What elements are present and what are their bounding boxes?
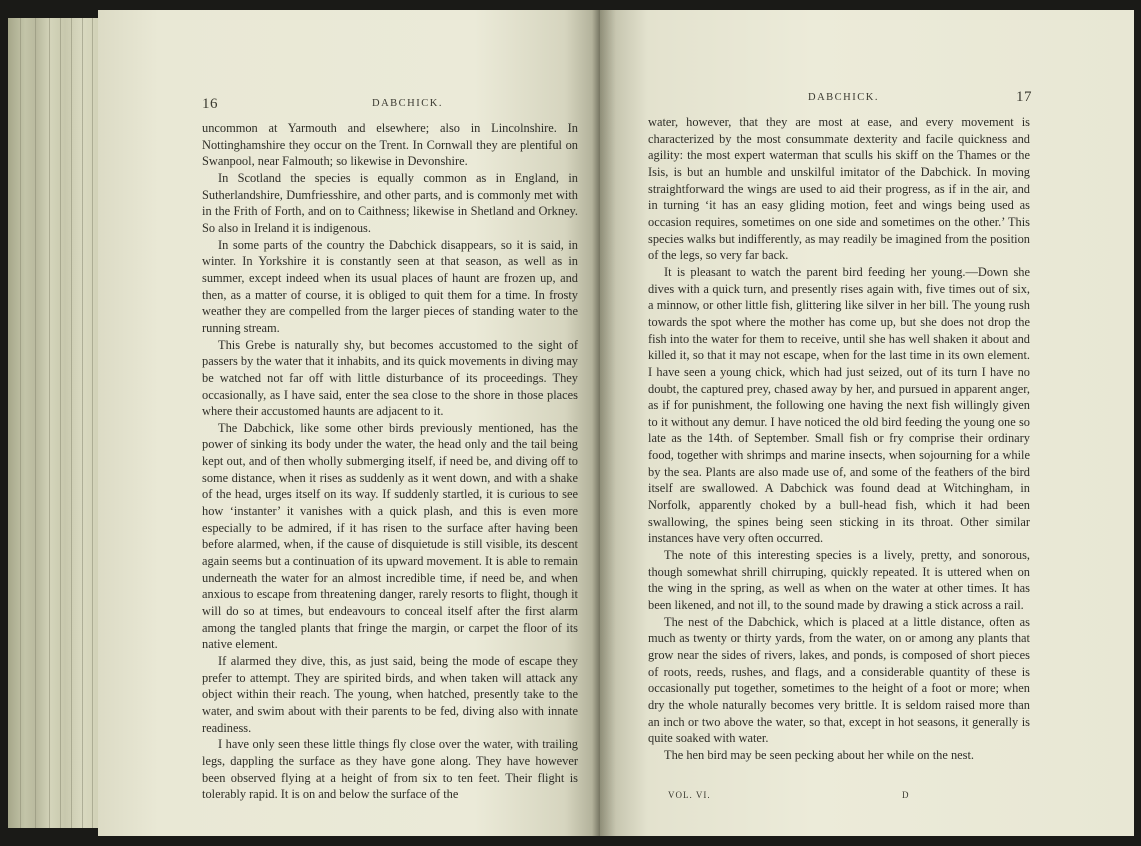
- paragraph: If alarmed they dive, this, as just said, being the mode of escape they prefer to attempt. They are spirited birds, and when taken will attack any object within their reach. The young, when hatched, presently take to the water, and swim about with their parents to be fed, diving also with innate readiness.: [202, 654, 578, 735]
- paragraph: This Grebe is naturally shy, but becomes accustomed to the sight of passers by the water that it inhabits, and its quick movements in diving may be watched not far off with little disturbance of its proceedings. They occasionally, as I have said, enter the sea close to the shore in those places where their accustomed haunts are adjacent to it.: [202, 337, 578, 419]
- paragraph: I have only seen these little things fly close over the water, with trailing legs, dappling the surface as they have gone along. They have however been observed flying at a height of from six to ten feet. Their flight is tolerably rapid. It is on and below the surface of the: [202, 737, 578, 802]
- paragraph: water, however, that they are most at ease, and every movement is characterized by the most consummate dexterity and facile quickness and agility: the most expert waterman that sculls his skiff on the Thames or the Isis, is but an humble and unskilful imitator of the Dabchick. In moving straightforward the wings are used to aid their progress, as if in the air, and in turning ‘it has an easy gliding motion, feet and wings being used as occasion requires, sometimes on one side and sometimes on the other.’ This species walks but indifferently, as may readily be imagined from the position of the legs, so very far back.: [648, 115, 1030, 263]
- signature-mark: D: [902, 790, 910, 800]
- paragraph: It is pleasant to watch the parent bird feeding her young.—Down she dives with a quick turn, and presently rises again with, five times out of six, a minnow, or other little fish, glittering like silver in her bill. The young rush towards the spot where the mother has come up, but she does not drop the fish into the water for them to receive, until she has well shaken it about and killed it, so that it may not escape, when for the last time in its own element. I have seen a young chick, which had just seized, out of its turn I have no doubt, the captured prey, chased away by her, and pursued in apparent anger, as if for punishment, the following one having the next fish willingly given to it without any demur. I have noticed the old bird feeding the young one so late as the 14th. of September. Small fish or fry comprise their ordinary food, together with shrimps and marine insects, when sojourning for a while by the sea. Plants are also made use of, and some of the feathers of the bird itself are swallowed. A Dabchick was found dead at Witchingham, in Norfolk, apparently choked by a bull-head fish, which it had been swallowing, the spines being seen sticking in its throat. Other similar instances have very often occurred.: [648, 264, 1030, 546]
- running-head: DABCHICK.: [808, 92, 879, 103]
- running-head: DABCHICK.: [372, 98, 443, 109]
- paragraph: In Scotland the species is equally common as in England, in Sutherlandshire, Dumfriesshire, and other parts, and is commonly met with in the Frith of Forth, and on to Caithness; likewise in Shetland and Orkney. So also in Ireland it is indigenous.: [202, 170, 578, 235]
- paragraph: uncommon at Yarmouth and elsewhere; also in Lincolnshire. In Nottinghamshire they occur on the Trent. In Cornwall they are plentiful on Swanpool, near Falmouth; so likewise in Devonshire.: [202, 121, 578, 169]
- body-text: [202, 120, 578, 803]
- signature-volume: VOL. VI.: [668, 790, 711, 800]
- page-stack-edge: [8, 18, 103, 828]
- left-page: [98, 10, 600, 836]
- paragraph: The note of this interesting species is a lively, pretty, and sonorous, though somewhat shrill chirruping, quickly repeated. It is uttered when on the wing in the spring, as well as when on the water at other times. It has been likened, and not ill, to the sound made by drawing a stick across a rail.: [648, 548, 1030, 613]
- paragraph: The nest of the Dabchick, which is placed at a little distance, often as much as twenty or thirty yards, from the water, on or among any plants that grow near the sides of rivers, lakes, and ponds, is composed of short pieces of roots, reeds, rushes, and flags, and a considerable quantity of these is occasionally put together, sometimes to the height of a foot or more; when dry the whole naturally becomes very brittle. It is seldom raised more than an inch or two above the water, so that, except in hot seasons, it generally is quite soaked with water.: [648, 614, 1030, 746]
- right-page: [600, 10, 1134, 836]
- paragraph: In some parts of the country the Dabchick disappears, so it is said, in winter. In Yorkshire it is constantly seen at that season, as well as in summer, except indeed when its usual places of haunt are frozen up, and then, as a matter of course, it is obliged to quit them for a time. In frosty weather they are compelled from the larger pieces of standing water to the running stream.: [202, 237, 578, 335]
- body-text: [648, 114, 1030, 764]
- paragraph: The hen bird may be seen pecking about her while on the nest.: [664, 747, 975, 762]
- page-number: 17: [1016, 89, 1032, 105]
- page-number: 16: [202, 96, 218, 112]
- paragraph: The Dabchick, like some other birds previously mentioned, has the power of sinking its body under the water, the head only and the tail being kept out, and of then wholly submerging itself, if need be, and diving off to some distance, when it rises as suddenly as it went down, and with a shake of the head, urges itself on its way. If suddenly startled, it is curious to see how ‘instanter’ it vanishes with a quick plash, and this is even more especially to be admired, if it has risen to the surface after having been before alarmed, when, if the cause of disquietude is still visible, its descent again seems but a continuation of its upward movement. It is able to remain underneath the water for an almost incredible time, if need be, and when anxious to escape from threatening danger, rarely resorts to flight, though it will do so at times, but endeavours to conceal itself after the first alarm among the tangled plants that fringe the margin, or carpet the floor of its native element.: [202, 420, 578, 652]
